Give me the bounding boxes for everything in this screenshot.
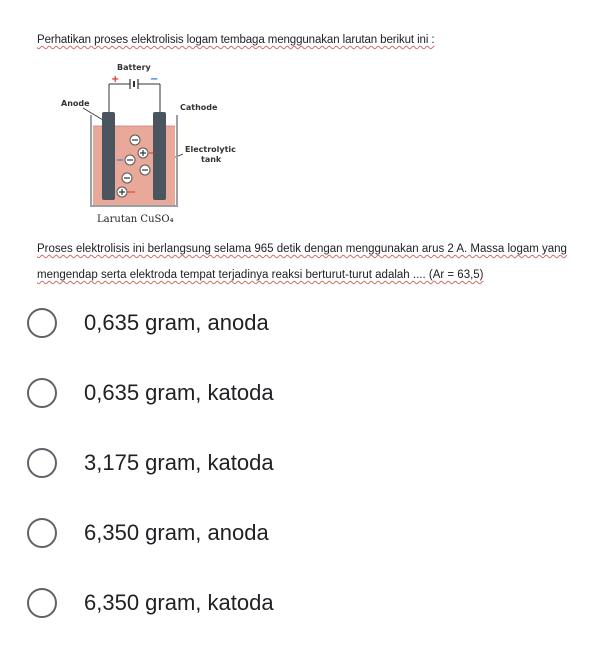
- question-intro-text: Perhatikan proses elektrolisis logam tembaga menggunakan larutan berikut ini :: [37, 34, 435, 46]
- question-body: [37, 236, 577, 288]
- answer-options: [27, 305, 567, 655]
- option-label: 3,175 gram, katoda: [84, 450, 274, 475]
- electrolysis-diagram: [55, 60, 255, 228]
- question-body-line-1: Proses elektrolisis ini berlangsung selama 965 detik dengan menggunakan arus 2 A. Massa logam yang: [37, 243, 567, 255]
- option-label: 6,350 gram, katoda: [84, 590, 274, 615]
- option-label: 6,350 gram, anoda: [84, 520, 269, 545]
- anode-pointer: [83, 108, 103, 120]
- question-intro: [37, 34, 434, 46]
- option-4[interactable]: [27, 515, 567, 585]
- radio-button[interactable]: [27, 378, 57, 408]
- option-label: 0,635 gram, katoda: [84, 380, 274, 405]
- battery-minus-sign: −: [150, 74, 159, 85]
- question-body-line-2: mengendap serta elektroda tempat terjadinya reaksi berturut-turut adalah .... (Ar = 63,5): [37, 269, 484, 281]
- option-label: 0,635 gram, anoda: [84, 310, 269, 335]
- battery-plus-sign: +: [111, 74, 120, 85]
- tank-label-1: Electrolytic: [185, 145, 236, 154]
- anode-electrode: [102, 112, 115, 200]
- battery-label: Battery: [117, 63, 151, 72]
- cathode-label: Cathode: [180, 103, 218, 112]
- solution-label: Larutan CuSO₄: [97, 214, 174, 225]
- option-5[interactable]: [27, 585, 567, 655]
- radio-button[interactable]: [27, 308, 57, 338]
- option-2[interactable]: [27, 375, 567, 445]
- electrolysis-svg: [55, 60, 255, 228]
- anode-label: Anode: [61, 99, 90, 108]
- radio-button[interactable]: [27, 588, 57, 618]
- radio-button[interactable]: [27, 448, 57, 478]
- radio-button[interactable]: [27, 518, 57, 548]
- option-3[interactable]: [27, 445, 567, 515]
- tank-label-2: tank: [201, 155, 222, 164]
- option-1[interactable]: [27, 305, 567, 375]
- cathode-electrode: [153, 112, 166, 200]
